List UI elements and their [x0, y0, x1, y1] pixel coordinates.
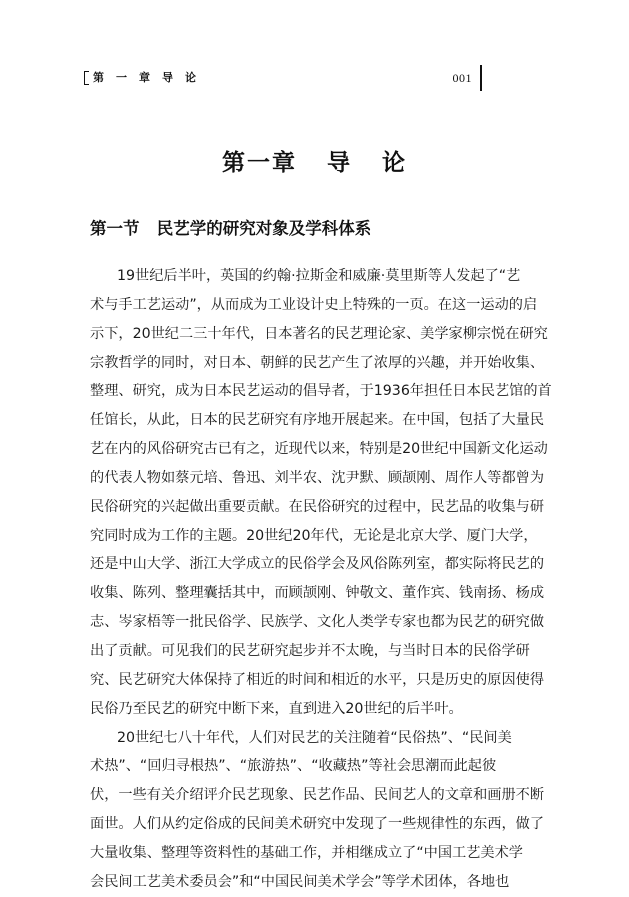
- text-line: 术与手工艺运动”，从而成为工业设计史上特殊的一页。在这一运动的启: [90, 296, 538, 313]
- body-text: [90, 262, 552, 897]
- running-title: 第一章导论: [93, 71, 208, 84]
- text-line: 示下，20世纪二三十年代，日本著名的民艺理论家、美学家柳宗悦在研究: [90, 325, 548, 342]
- text-line: 宗教哲学的同时，对日本、朝鲜的民艺产生了浓厚的兴趣，并开始收集、: [90, 354, 545, 371]
- text-line: 术热”、“回归寻根热”、“旅游热”、“收藏热”等社会思潮而此起彼: [90, 758, 497, 775]
- corner-mark: [84, 71, 89, 85]
- text-line: 出了贡献。可见我们的民艺研究起步并不太晚，与当时日本的民俗学研: [90, 642, 530, 659]
- running-header: [90, 67, 486, 89]
- text-line: 的代表人物如蔡元培、鲁迅、刘半农、沈尹默、顾颉刚、周作人等都曾为: [90, 469, 545, 486]
- text-line: 会民间工艺美术委员会”和“中国民间美术学会”等学术团体，各地也: [90, 873, 510, 890]
- text-line: 民俗研究的兴起做出重要贡献。在民俗研究的过程中，民艺品的收集与研: [90, 498, 545, 515]
- text-line: 还是中山大学、浙江大学成立的民俗学会及风俗陈列室，都实际将民艺的: [90, 556, 545, 573]
- text-line: 20世纪七八十年代，人们对民艺的关注随着“民俗热”、“民间美: [117, 729, 512, 746]
- text-line: 19世纪后半叶，英国的约翰·拉斯金和威廉·莫里斯等人发起了“艺: [117, 268, 521, 284]
- header-rule: [480, 65, 482, 91]
- page-number: 001: [452, 71, 472, 85]
- text-line: 任馆长，从此，日本的民艺研究有序地开展起来。在中国，包括了大量民: [90, 412, 545, 429]
- text-line: 志、岑家梧等一批民俗学、民族学、文化人类学专家也都为民艺的研究做: [90, 614, 545, 631]
- text-line: 究、民艺研究大体保持了相近的时间和相近的水平，只是历史的原因使得: [90, 671, 545, 688]
- section-title: 第一节 民艺学的研究对象及学科体系: [90, 219, 372, 238]
- text-line: 整理、研究，成为日本民艺运动的倡导者，于1936年担任日本民艺馆的首: [90, 383, 552, 400]
- text-line: 民俗乃至民艺的研究中断下来，直到进入20世纪的后半叶。: [90, 700, 463, 717]
- text-line: 伏，一些有关介绍评介民艺现象、民艺作品、民间艺人的文章和画册不断: [90, 787, 545, 804]
- text-line: 究同时成为工作的主题。20世纪20年代，无论是北京大学、厦门大学，: [90, 527, 538, 544]
- chapter-title: 第一章 导 论: [221, 150, 408, 176]
- text-line: 面世。人们从约定俗成的民间美术研究中发现了一些规律性的东西，做了: [90, 816, 545, 833]
- text-line: 大量收集、整理等资料性的基础工作，并相继成立了“中国工艺美术学: [90, 844, 523, 861]
- text-line: 收集、陈列、整理囊括其中，而顾颉刚、钟敬文、董作宾、钱南扬、杨成: [90, 585, 545, 602]
- text-line: 艺在内的风俗研究古已有之，近现代以来，特别是20世纪中国新文化运动: [90, 441, 548, 458]
